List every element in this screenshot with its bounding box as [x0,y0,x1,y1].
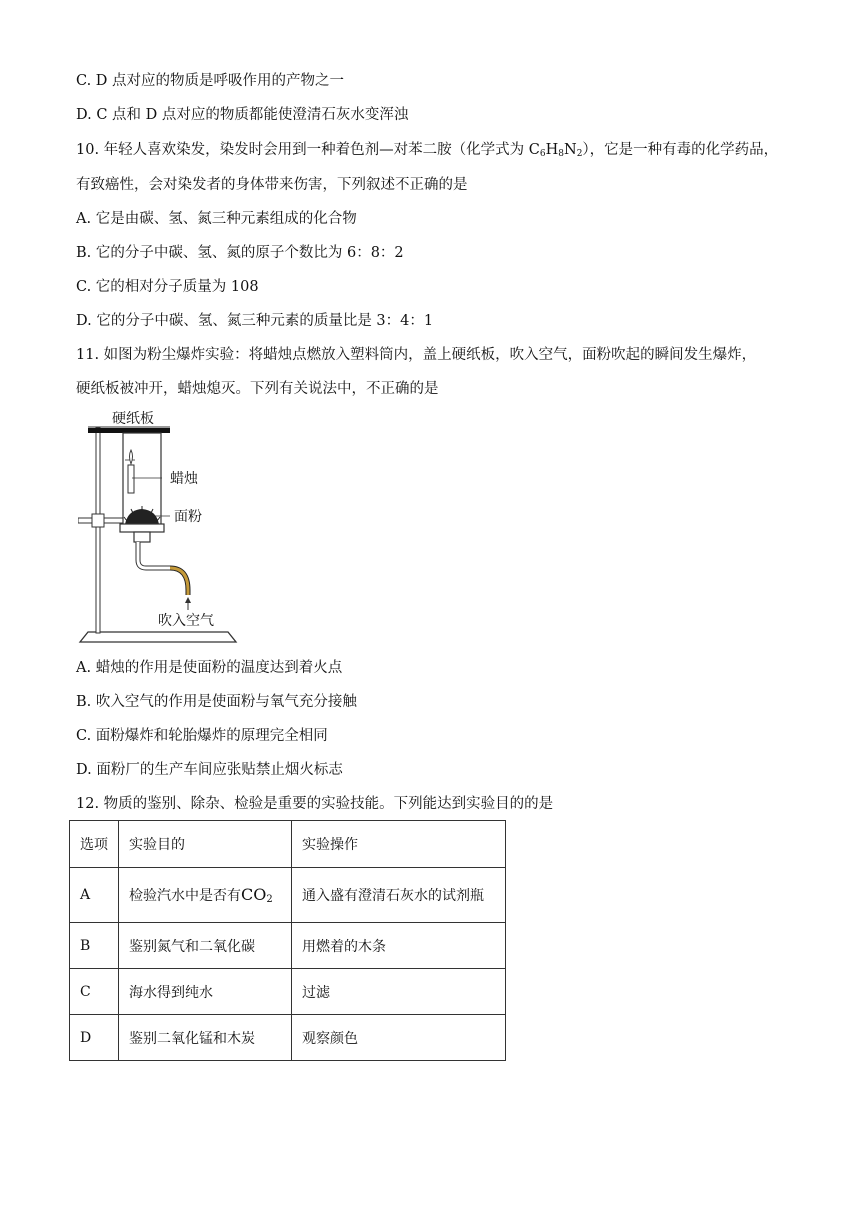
q10-option-a: A. 它是由碳、氢、氮三种元素组成的化合物 [76,211,357,227]
table-row [70,969,506,1015]
row-operation: 用燃着的木条 [292,923,506,969]
table-row [70,923,506,969]
q10-stem-text-2: ），它是一种有毒的化学药品， [582,142,779,158]
q10-option-d: D. 它的分子中碳、氢、氮三种元素的质量比是 3：4：1 [76,313,434,329]
q10-option-c: C. 它的相对分子质量为 108 [76,279,259,295]
candle [128,465,134,493]
cardboard [88,428,170,433]
table-row [70,1015,506,1061]
rubber-tube [170,568,188,595]
q12-table [69,820,506,1061]
q11-option-a: A. 蜡烛的作用是使面粉的温度达到着火点 [76,660,343,676]
q10-h: H [545,142,559,158]
stand-rod [96,428,100,633]
row-operation: 观察颜色 [292,1015,506,1061]
q10-sub-2: 2 [576,149,583,159]
q9-option-c: C. D 点对应的物质是呼吸作用的产物之一 [76,73,345,89]
candle-flame [130,450,133,464]
cylinder-cap [120,524,164,532]
header-operation: 实验操作 [292,821,506,868]
row-operation: 过滤 [292,969,506,1015]
row-purpose: 鉴别二氧化锰和木炭 [119,1015,292,1061]
header-option: 选项 [70,821,119,868]
row-option: C [70,969,119,1015]
row-option: B [70,923,119,969]
q12-stem: 12. 物质的鉴别、除杂、检验是重要的实验技能。下列能达到实验目的的是 [76,796,554,812]
cylinder-neck [134,532,150,542]
table-row [70,868,506,923]
row-operation: 通入盛有澄清石灰水的试剂瓶 [292,868,506,923]
q11-option-b: B. 吹入空气的作用是使面粉与氧气充分接触 [76,694,357,710]
air-pipe [138,542,170,568]
q10-stem-text: 10. 年轻人喜欢染发，染发时会用到一种着色剂—对苯二胺（化学式为 C [76,142,540,158]
q11-stem-line1: 11. 如图为粉尘爆炸实验：将蜡烛点燃放入塑料筒内，盖上硬纸板，吹入空气，面粉吹起的瞬间发生爆炸， [76,347,757,363]
q10-sub-8: 8 [558,149,564,159]
row-purpose: 鉴别氮气和二氧化碳 [119,923,292,969]
q10-sub-6: 6 [539,149,546,159]
q11-option-c: C. 面粉爆炸和轮胎爆炸的原理完全相同 [76,728,328,744]
dust-explosion-apparatus-figure [78,410,248,645]
q11-option-d: D. 面粉厂的生产车间应张贴禁止烟火标志 [76,762,343,778]
label-flour: 面粉 [174,509,202,525]
header-purpose: 实验目的 [119,821,292,868]
row-purpose-text: 检验汽水中是否有 [129,888,241,904]
stand-base [80,632,236,642]
co2-formula: $CO_2$ [241,885,273,905]
q10-stem-line1 [76,140,778,160]
row-purpose: 海水得到纯水 [119,969,292,1015]
row-option: D [70,1015,119,1061]
q10-n: N [564,142,577,158]
q11-stem-line2: 硬纸板被冲开，蜡烛熄灭。下列有关说法中，不正确的是 [76,381,439,397]
label-cardboard: 硬纸板 [112,411,154,427]
label-air: 吹入空气 [158,613,214,629]
q10-option-b: B. 它的分子中碳、氢、氮的原子个数比为 6：8：2 [76,245,404,261]
apparatus-svg [78,410,248,645]
air-arrow-icon [185,597,191,603]
q10-stem-line2: 有致癌性，会对染发者的身体带来伤害，下列叙述不正确的是 [76,177,468,193]
row-option: A [70,868,119,923]
label-candle: 蜡烛 [170,471,198,487]
table-header-row [70,821,506,868]
q9-option-d: D. C 点和 D 点对应的物质都能使澄清石灰水变浑浊 [76,107,409,123]
row-purpose [119,868,292,923]
clamp-boss [92,514,104,527]
